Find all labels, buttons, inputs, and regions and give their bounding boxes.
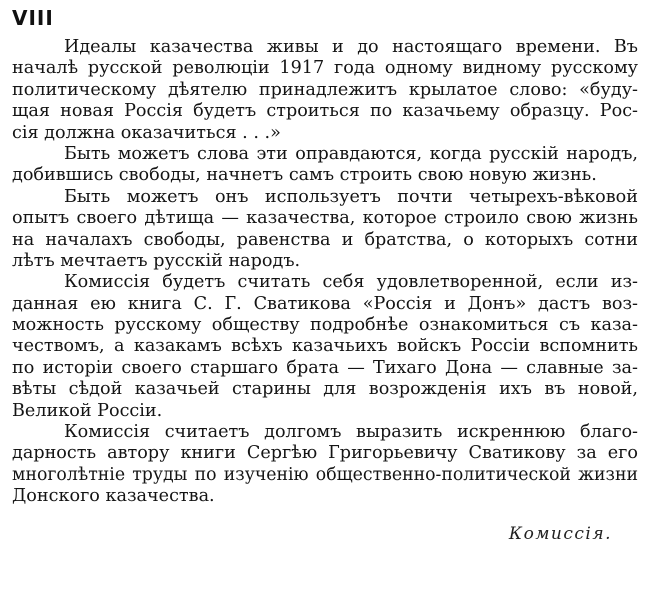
text-line: лѣтъ мечтаетъ русскій народъ.	[12, 250, 301, 271]
text-line: политическому дѣятелю принадлежитъ крылатое слово: «буду-	[12, 79, 638, 100]
text-line: Донского казачества.	[12, 486, 215, 507]
text-line: Быть можетъ онъ используетъ почти четырехъ-вѣковой	[64, 186, 638, 207]
body-text	[12, 37, 638, 508]
page-number: VIII	[12, 6, 54, 30]
text-line: сія должна оказачиться . . .»	[12, 122, 281, 143]
paragraph	[12, 144, 638, 187]
text-line: чествомъ, а казакамъ всѣхъ казачьихъ войскъ Россіи вспомнить	[12, 336, 638, 357]
text-line: данная ею книга С. Г. Сватикова «Россія и Донъ» дастъ воз-	[12, 293, 638, 314]
text-line: дарность автору книги Сергѣю Григорьевичу Сватикову за его	[12, 443, 638, 464]
paragraph	[12, 422, 638, 508]
paragraph	[12, 272, 638, 422]
text-line: Великой Россіи.	[12, 400, 163, 421]
text-line: многолѣтніе труды по изученію общественно-политической жизни	[12, 464, 638, 485]
text-line: началѣ русской революціи 1917 года одному видному русскому	[12, 58, 638, 79]
text-line: вѣты сѣдой казачьей старины для возрожденія ихъ въ новой,	[12, 379, 638, 400]
text-line: щая новая Россія будетъ строиться по казачьему образцу. Рос-	[12, 101, 638, 122]
text-line: Комиссія будетъ считать себя удовлетворенной, если из-	[64, 272, 638, 293]
text-line: Идеалы казачества живы и до настоящаго времени. Въ	[64, 37, 638, 57]
text-line: опытъ своего дѣтища — казачества, которое строило свою жизнь	[12, 208, 638, 229]
signature: Комиссія.	[508, 524, 612, 544]
text-line: можность русскому обществу подробнѣе ознакомиться съ каза-	[12, 315, 638, 336]
paragraph	[12, 37, 638, 144]
text-line: на началахъ свободы, равенства и братства, о которыхъ сотни	[12, 229, 638, 250]
text-line: Быть можетъ слова эти оправдаются, когда русскій народъ,	[64, 143, 638, 164]
paragraph	[12, 187, 638, 273]
text-line: добившись свободы, начнетъ самъ строить свою новую жизнь.	[12, 165, 597, 186]
text-line: по исторіи своего старшаго брата — Тихаго Дона — славные за-	[12, 357, 638, 378]
text-line: Комиссія считаетъ долгомъ выразить искреннюю благо-	[64, 422, 638, 443]
